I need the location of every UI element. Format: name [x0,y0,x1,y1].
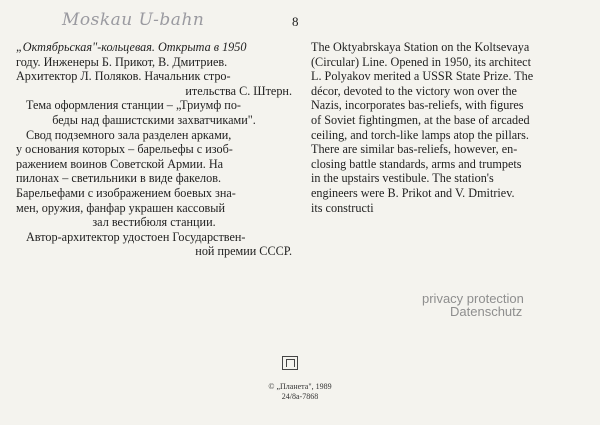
ru-line: году. Инженеры Б. Прикот, В. Дмитриев. [16,54,228,69]
ru-line: „Октябрьская"-кольцевая. Открыта в 1950 [16,40,247,54]
imprint-footer [255,382,345,402]
ru-line: ражением воинов Советской Армии. На [16,156,224,171]
watermark-line-1: privacy protection [422,291,524,306]
privacy-watermark [422,292,524,318]
en-line: Nazis, incorporates bas-reliefs, with figures [311,98,524,113]
ru-line: ительства С. Штерн. [185,83,292,98]
en-line: The Oktyabrskaya Station on the Koltsevaya [311,40,530,54]
copyright-text: © „Планета", 1989 [268,382,332,391]
ru-line: зал вестибюля станции. [92,215,216,230]
en-line: engineers were B. Prikot and V. Dmitriev. [311,185,515,200]
en-line: There are similar bas-reliefs, however, en- [311,142,518,157]
ru-line: ной премии СССР. [195,244,292,259]
ru-line: Архитектор Л. Поляков. Начальник стро- [16,69,231,84]
watermark-line-2: Datenschutz [450,304,523,319]
ru-line: Свод подземного зала разделен арками, [26,127,232,142]
publisher-logo [282,356,298,370]
ru-line: Тема оформления станции – „Триумф по- [26,98,241,113]
en-line: its constructi [311,200,374,215]
en-line: L. Polyakov merited a USSR State Prize. The [311,69,534,84]
handwritten-note: Moskau U-bahn [62,10,205,30]
ru-line: мен, оружия, фанфар украшен кассовый [16,200,226,215]
ru-line: Барельефами с изображением боевых зна- [16,185,236,200]
ru-line: пилонах – светильники в виде факелов. [16,171,222,186]
en-line: in the upstairs vestibule. The station's [311,171,494,186]
ru-line: у основания которых – барельефы с изоб- [16,142,233,157]
en-line: of Soviet fightingmen, at the base of arcaded [311,112,530,127]
en-line: ceiling, and torch-like lamps atop the pillars. [311,127,529,142]
en-line: closing battle standards, arms and trumpets [311,156,522,171]
ru-line: беды над фашистскими захватчиками". [52,112,256,127]
page-number: 8 [292,14,299,29]
en-line: décor, devoted to the victory won over the [311,83,517,98]
ru-line: Автор-архитектор удостоен Государствен- [26,229,246,244]
russian-text-column [16,40,292,259]
english-text-column [311,40,587,215]
en-line: (Circular) Line. Opened in 1950, its architect [311,54,531,69]
print-code: 24/8а-7868 [281,392,319,401]
